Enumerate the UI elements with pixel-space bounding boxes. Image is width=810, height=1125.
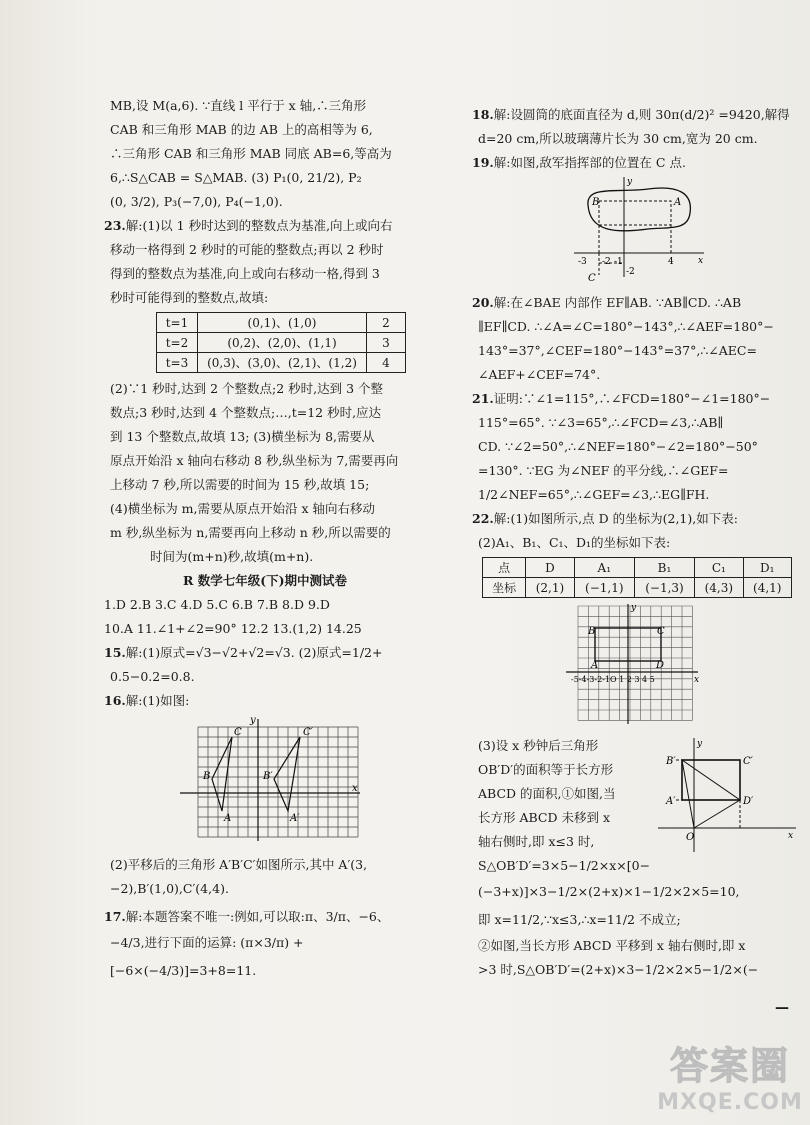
label-b: B	[588, 626, 596, 637]
rectangle-grid-figure	[478, 602, 800, 726]
enemy-hq-figure	[478, 175, 800, 283]
label-a-prime: A′	[290, 813, 300, 824]
text-line: 上移动 7 秒,所以需要的时间为 15 秒,故填 15;	[110, 477, 370, 492]
label-y: y	[631, 603, 637, 613]
table-cell: (−1,1)	[574, 578, 634, 598]
label-c-prime: C′	[303, 727, 313, 738]
text-line: 解:本题答案不唯一:例如,可以取:π、3/π、−6、	[125, 909, 390, 924]
table-cell: t=2	[157, 333, 198, 353]
table-cell: 4	[367, 353, 406, 373]
question-23	[104, 214, 440, 238]
x-tick-labels: -5-4-3-2-1O 1 2 3 4 5	[571, 675, 655, 684]
label-d: D	[656, 660, 665, 671]
question-17	[104, 905, 440, 929]
question-19	[472, 151, 800, 175]
table-cell: (2,1)	[526, 578, 574, 598]
text-line: 解:如图,敌军指挥部的位置在 C 点.	[493, 155, 686, 170]
text-line: 原点开始沿 x 轴向右移动 8 秒,纵坐标为 7,需要再向	[110, 453, 399, 468]
text-line: CD. ∵∠2=50°,∴∠NEF=180°−∠2=180°−50°	[478, 439, 758, 454]
text-line: ∥EF∥CD. ∴∠A=∠C=180°−143°,∴∠AEF=180°−	[478, 319, 774, 334]
triangle-abc	[212, 737, 232, 811]
text-line: ABCD 的面积,①如图,当	[478, 786, 616, 801]
label-x: x	[694, 675, 700, 685]
text-line: OB′D′的面积等于长方形	[478, 762, 614, 777]
text-line: ②如图,当长方形 ABCD 平移到 x 轴右侧时,即 x	[478, 938, 746, 953]
label-x: x	[698, 256, 704, 266]
part3-block	[478, 734, 800, 854]
text-line: 143°=37°,∠CEF=180°−143°=37°,∴∠AEC=	[478, 343, 757, 358]
watermark-url: MXQE.COM	[657, 1090, 803, 1115]
question-number: 23.	[104, 218, 126, 233]
text-line: S△OB′D′=3×5−1/2×x×[0−	[478, 858, 651, 873]
text-line: [−6×(−4/3)]=3+8=11.	[110, 963, 257, 978]
text-line: 1/2∠NEF=65°,∴∠GEF=∠3,∴EG∥FH.	[478, 487, 710, 502]
question-number: 15.	[104, 645, 126, 660]
label-c: C	[588, 273, 596, 283]
translated-rectangle-figure	[658, 738, 798, 854]
label-d-prime: D′	[743, 796, 754, 807]
table-cell: D₁	[743, 558, 791, 578]
label-a-prime: A′	[666, 796, 676, 807]
label-x: x	[788, 831, 794, 841]
tick-label: -3	[578, 257, 587, 267]
label-a: A	[224, 813, 232, 824]
question-number: 21.	[472, 391, 494, 406]
question-number: 16.	[104, 693, 126, 708]
label-b: B	[203, 771, 211, 782]
table-cell: (−1,3)	[634, 578, 694, 598]
watermark-logo	[650, 1035, 810, 1125]
text-line: 轴右侧时,即 x≤3 时,	[478, 834, 595, 849]
text-line: 数点;3 秒时,达到 4 个整数点;…,t=12 秒时,应达	[110, 405, 382, 420]
label-c: C	[234, 727, 242, 738]
question-18	[472, 103, 800, 127]
tick-label: 4	[668, 257, 674, 267]
table-cell: (0,1)、(1,0)	[198, 313, 367, 333]
exam-title: R 数学七年级(下)期中测试卷	[182, 573, 348, 588]
table-cell: (4,3)	[695, 578, 743, 598]
text-line: (0, 3/2), P₃(−7,0), P₄(−1,0).	[110, 194, 283, 209]
text-line: (2)平移后的三角形 A′B′C′如图所示,其中 A′(3,	[110, 857, 368, 872]
text-line: −4/3,进行下面的运算: (π×3/π) +	[110, 935, 304, 950]
tick-label: -1	[614, 257, 623, 267]
table-row	[157, 333, 406, 353]
dashed-rect	[599, 201, 671, 225]
text-line: =130°. ∵EG 为∠NEF 的平分线,∴∠GEF=	[478, 463, 729, 478]
question-15	[104, 641, 440, 665]
question-number: 19.	[472, 155, 494, 170]
label-y: y	[697, 739, 703, 749]
table-cell: (0,3)、(3,0)、(2,1)、(1,2)	[198, 353, 367, 373]
table-cell: C₁	[695, 558, 743, 578]
label-a: A	[591, 660, 599, 671]
text-line: d=20 cm,所以玻璃薄片长为 30 cm,宽为 20 cm.	[478, 131, 758, 146]
text-line: >3 时,S△OB′D′=(2+x)×3−1/2×2×5−1/2×(−	[478, 962, 759, 977]
table-cell: (0,2)、(2,0)、(1,1)	[198, 333, 367, 353]
lake-outline	[588, 188, 690, 231]
label-c-prime: C′	[743, 756, 753, 767]
table-cell: 点	[483, 558, 526, 578]
label-c: C	[657, 626, 665, 637]
integer-points-table	[156, 312, 406, 373]
question-number: 22.	[472, 511, 494, 526]
label-b: B	[592, 197, 600, 208]
text-line: 移动一格得到 2 秒时的可能的整数点;再以 2 秒时	[110, 242, 384, 257]
part3-text	[478, 734, 653, 854]
text-line: (−3+x)]×3−1/2×(2+x)×1−1/2×2×5=10,	[478, 884, 740, 899]
text-line: (2)∵1 秒时,达到 2 个整数点;2 秒时,达到 3 个整	[110, 381, 384, 396]
coord-table	[482, 557, 792, 598]
text-line: 时间为(m+n)秒,故填(m+n).	[150, 549, 314, 564]
question-22	[472, 507, 800, 531]
label-b-prime: B′	[666, 756, 676, 767]
table-cell: A₁	[574, 558, 634, 578]
text-line: ∴三角形 CAB 和三角形 MAB 同底 AB=6,等高为	[110, 146, 392, 161]
text-line: (2)A₁、B₁、C₁、D₁的坐标如下表:	[478, 535, 671, 550]
text-line: 解:(1)如图所示,点 D 的坐标为(2,1),如下表:	[493, 511, 738, 526]
label-a: A	[674, 197, 682, 208]
text-line: 即 x=11/2,∵x≤3,∴x=11/2 不成立;	[478, 912, 681, 927]
watermark-text: 答案圈	[669, 1044, 790, 1088]
table-cell: 3	[367, 333, 406, 353]
text-line: m 秒,纵坐标为 n,需要再向上移动 n 秒,所以需要的	[110, 525, 391, 540]
page-number: —	[775, 1000, 789, 1016]
choice-answers: 1.D 2.B 3.C 4.D 5.C 6.B 7.B 8.D 9.D	[104, 597, 330, 612]
label-b-prime: B′	[263, 771, 273, 782]
table-row	[483, 558, 792, 578]
table-cell: D	[526, 558, 574, 578]
label-o: O	[686, 832, 695, 843]
text-line: 证明:∵∠1=115°,∴∠FCD=180°−∠1=180°−	[493, 391, 771, 406]
table-cell: t=1	[157, 313, 198, 333]
question-16	[104, 689, 440, 713]
table-cell: t=3	[157, 353, 198, 373]
label-x: x	[352, 783, 358, 794]
text-line: −2),B′(1,0),C′(4,4).	[110, 881, 229, 896]
label-y: y	[250, 715, 256, 726]
text-line: ∠AEF+∠CEF=74°.	[478, 367, 601, 382]
table-cell: (4,1)	[743, 578, 791, 598]
right-column	[472, 103, 800, 982]
table-cell: B₁	[634, 558, 694, 578]
text-line: 秒时可能得到的整数点,故填:	[110, 290, 269, 305]
text-line: 解:(1)如图:	[125, 693, 190, 708]
question-21	[472, 387, 800, 411]
table-row	[483, 578, 792, 598]
tick-label: -2	[626, 267, 635, 277]
text-line: CAB 和三角形 MAB 的边 AB 上的高相等为 6,	[110, 122, 373, 137]
text-line: 到 13 个整数点,故填 13; (3)横坐标为 8,需要从	[110, 429, 375, 444]
translation-grid-figure	[110, 713, 440, 853]
question-20	[472, 291, 800, 315]
text-line: 115°=65°. ∵∠3=65°,∴∠FCD=∠3,∴AB∥	[478, 415, 724, 430]
table-cell: 坐标	[483, 578, 526, 598]
label-y: y	[627, 177, 633, 187]
text-line: MB,设 M(a,6). ∵直线 l 平行于 x 轴,∴三角形	[110, 98, 367, 113]
text-line: 解:(1)以 1 秒时达到的整数点为基准,向上或向右	[125, 218, 393, 233]
text-line: 0.5−0.2=0.8.	[110, 669, 195, 684]
tick-label: -2	[602, 257, 611, 267]
text-line: 6,∴S△CAB = S△MAB. (3) P₁(0, 21/2), P₂	[110, 170, 362, 185]
text-line: 长方形 ABCD 未移到 x	[478, 810, 611, 825]
table-cell: 2	[367, 313, 406, 333]
left-column	[104, 94, 440, 985]
question-number: 20.	[472, 295, 494, 310]
text-line: (3)设 x 秒钟后三角形	[478, 738, 599, 753]
text-line: 解:设圆筒的底面直径为 d,则 30π(d/2)² =9420,解得	[493, 107, 790, 122]
question-number: 17.	[104, 909, 126, 924]
text-line: 得到的整数点为基准,向上或向右移动一格,得到 3	[110, 266, 380, 281]
fill-answers: 10.A 11.∠1+∠2=90° 12.2 13.(1,2) 14.25	[104, 621, 362, 636]
table-row	[157, 313, 406, 333]
triangle-ob-d	[682, 760, 740, 828]
table-row	[157, 353, 406, 373]
text-line: (4)横坐标为 m,需要从原点开始沿 x 轴向右移动	[110, 501, 376, 516]
text-line: 解:(1)原式=√3−√2+√2=√3. (2)原式=1/2+	[125, 645, 383, 660]
question-number: 18.	[472, 107, 494, 122]
text-line: 解:在∠BAE 内部作 EF∥AB. ∵AB∥CD. ∴AB	[493, 295, 742, 310]
